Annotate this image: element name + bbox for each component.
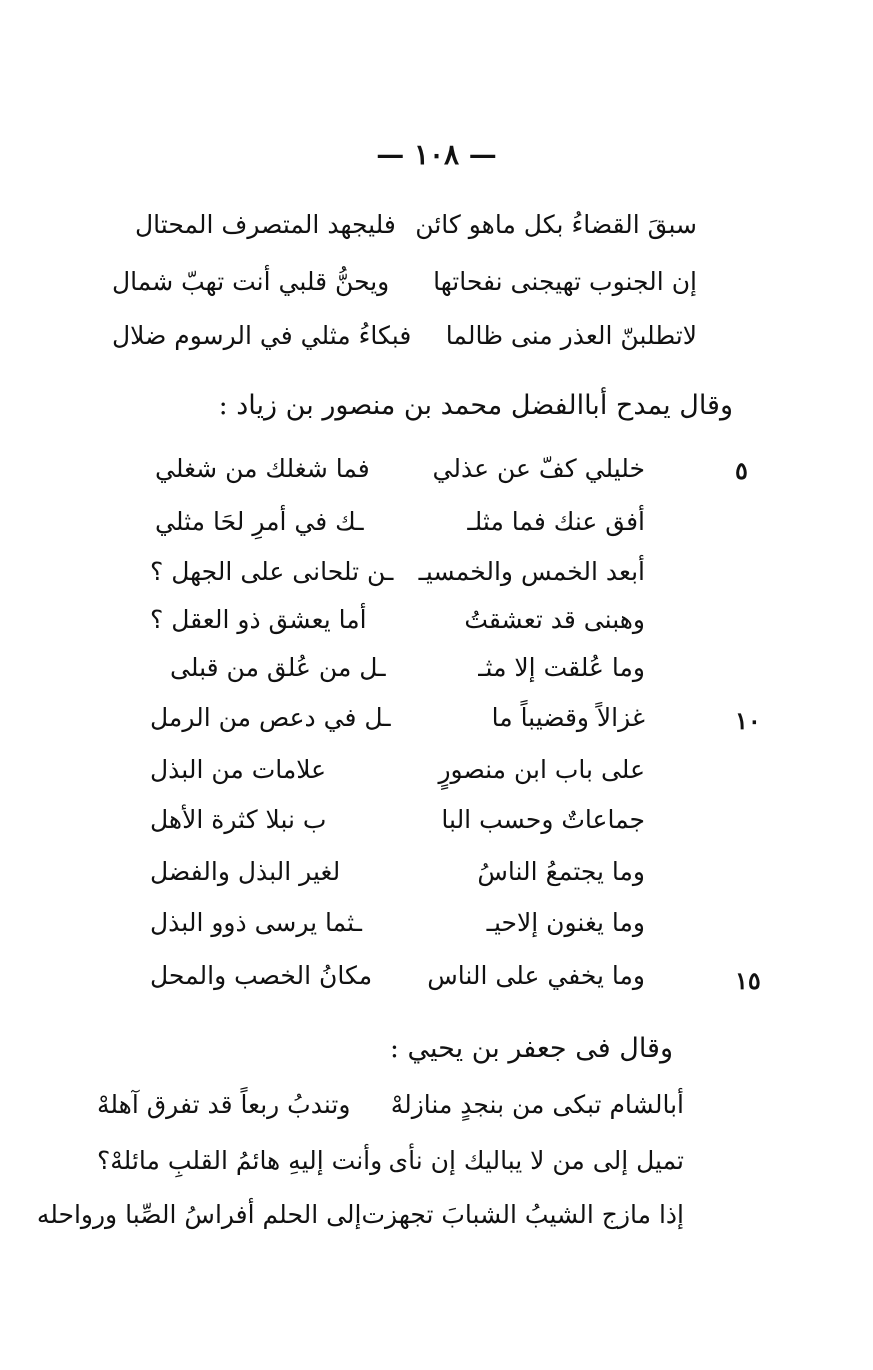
verse-first-hemistich: غزالاً وقضيباً ما <box>491 703 645 732</box>
verse-second-hemistich: ـن تلحانى على الجهل ؟ <box>150 557 394 586</box>
verse-first-hemistich: أبالشام تبكى من بنجدٍ منازلهْ <box>390 1090 684 1119</box>
verse-first-hemistich: على باب ابن منصورٍ <box>438 755 645 784</box>
verse-second-hemistich: فما شغلك من شغلي <box>155 454 370 483</box>
verse-second-hemistich: وتندبُ ربعاً قد تفرق آهلهْ <box>97 1090 351 1119</box>
section-heading: وقال يمدح أباالفضل محمد بن منصور بن زياد : <box>218 390 733 421</box>
verse-first-hemistich: خليلي كفّ عن عذلي <box>432 454 645 483</box>
line-number: ١٠ <box>735 706 761 735</box>
verse-second-hemistich: ب نبلا كثرة الأهل <box>150 805 327 834</box>
verse-second-hemistich: ـك في أمرِ لحَا مثلي <box>155 507 364 536</box>
verse-second-hemistich: ـل في دعص من الرمل <box>150 703 391 732</box>
verse-first-hemistich: لاتطلبنّ العذر منى ظالما <box>445 321 697 350</box>
section-heading: وقال فى جعفر بن يحيي : <box>389 1033 673 1064</box>
verse-second-hemistich: ـل من عُلق من قبلى <box>170 653 386 682</box>
verse-first-hemistich: إن الجنوب تهيجنى نفحاتها <box>433 267 697 296</box>
verse <box>97 1090 684 1119</box>
verse <box>97 1146 684 1175</box>
verse <box>150 755 645 784</box>
verse-first-hemistich: وما عُلقت إلا مثـ <box>478 653 645 682</box>
verse <box>150 908 645 937</box>
verse-first-hemistich: أبعد الخمس والخمسيـ <box>418 557 645 586</box>
verse-second-hemistich: علامات من البذل <box>150 755 327 784</box>
line-number: ٥ <box>735 456 748 485</box>
verse <box>155 454 645 483</box>
verse-second-hemistich: وأنت إليهِ هائمُ القلبِ مائلهْ؟ <box>97 1146 383 1175</box>
verse-second-hemistich: إلى الحلم أفراسُ الصِّبا ورواحله <box>36 1200 362 1229</box>
verse-first-hemistich: وما يغنون إلاحيـ <box>486 908 645 937</box>
verse-first-hemistich: أفق عنك فما مثلـ <box>467 507 645 536</box>
verse <box>170 653 645 682</box>
line-number: ١٥ <box>735 966 761 995</box>
verse-first-hemistich: وما يخفي على الناس <box>427 961 645 990</box>
verse-first-hemistich: وما يجتمعُ الناسُ <box>477 857 645 886</box>
verse <box>112 267 697 296</box>
verse-second-hemistich: ـثما يرسى ذوو البذل <box>150 908 362 937</box>
verse <box>36 1200 684 1229</box>
verse <box>150 703 645 732</box>
page-number: — ١٠٨ — <box>376 138 497 171</box>
verse-second-hemistich: فبكاءُ مثلي في الرسوم ضلال <box>112 321 412 350</box>
verse <box>150 961 645 990</box>
verse-first-hemistich: إذا مازج الشيبُ الشبابَ تجهزت <box>361 1200 684 1229</box>
verse <box>150 805 645 834</box>
verse-first-hemistich: وهبنى قد تعشقتُ <box>464 605 645 634</box>
verse-first-hemistich: جماعاتٌ وحسب البا <box>441 805 645 834</box>
verse-second-hemistich: أما يعشق ذو العقل ؟ <box>150 605 367 634</box>
verse-second-hemistich: فليجهد المتصرف المحتال <box>135 210 396 239</box>
verse-second-hemistich: لغير البذل والفضل <box>150 857 341 886</box>
verse-first-hemistich: سبقَ القضاءُ بكل ماهو كائن <box>415 210 697 239</box>
verse <box>150 857 645 886</box>
verse <box>135 210 697 239</box>
verse <box>155 507 645 536</box>
verse <box>112 321 697 350</box>
verse-second-hemistich: مكانُ الخصب والمحل <box>150 961 373 990</box>
verse <box>150 557 645 586</box>
verse <box>150 605 645 634</box>
verse-second-hemistich: ويحنُّ قلبي أنت تهبّ شمال <box>112 267 390 296</box>
verse-first-hemistich: تميل إلى من لا يباليك إن نأى <box>388 1146 684 1175</box>
